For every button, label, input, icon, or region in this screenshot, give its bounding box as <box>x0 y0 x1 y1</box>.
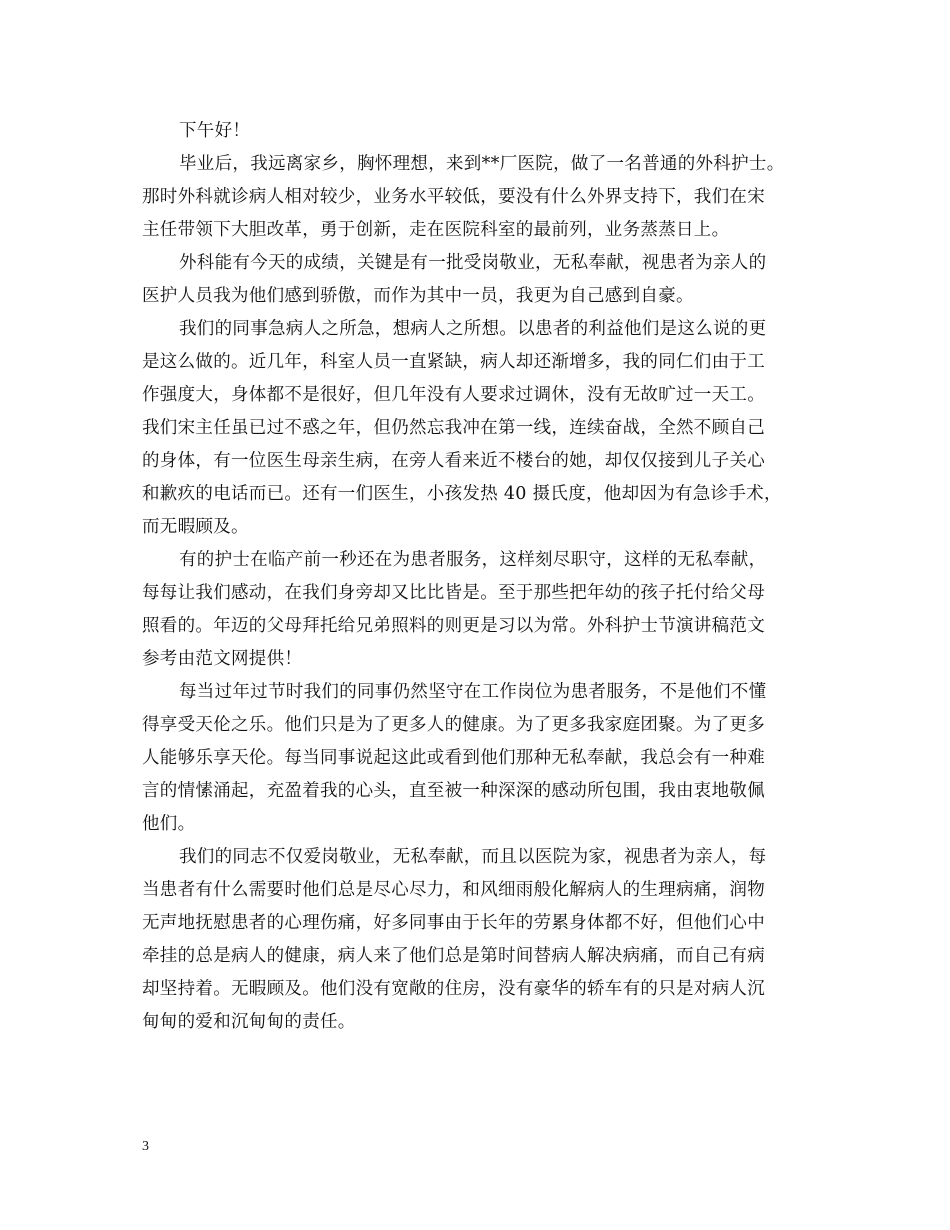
text-line: 医护人员我为他们感到骄傲，而作为其中一员，我更为自己感到自豪。 <box>142 286 694 306</box>
page-number: 3 <box>142 1139 149 1154</box>
text-line: 却坚持着。无暇顾及。他们没有宽敞的住房，没有豪华的轿车有的只是对病人沉 <box>142 979 765 999</box>
text-line: 他们。 <box>142 814 196 834</box>
text-line: 每每让我们感动，在我们身旁却又比比皆是。至于那些把年幼的孩子托付给父母 <box>142 583 765 603</box>
text-line: 言的情愫涌起，充盈着我的心头，直至被一种深深的感动所包围，我由衷地敬佩 <box>142 781 765 801</box>
text-line: 而无暇顾及。 <box>142 517 249 537</box>
text-line: 和歉疚的电话而已。还有一们医生，小孩发热 40 摄氏度，他却因为有急诊手术， <box>142 484 782 504</box>
text-line: 外科能有今天的成绩，关键是有一批受岗敬业，无私奉献，视患者为亲人的 <box>179 253 767 273</box>
text-line: 当患者有什么需要时他们总是尽心尽力，和风细雨般化解病人的生理病痛，润物 <box>142 880 765 900</box>
text-line: 那时外科就诊病人相对较少，业务水平较低，要没有什么外界支持下，我们在宋 <box>142 187 765 207</box>
text-line: 下午好！ <box>179 121 251 141</box>
text-line: 的身体，有一位医生母亲生病，在旁人看来近不楼台的她，却仅仅接到儿子关心 <box>142 451 765 471</box>
text-line: 牵挂的总是病人的健康，病人来了他们总是第时间替病人解决病痛，而自己有病 <box>142 946 765 966</box>
text-line: 无声地抚慰患者的心理伤痛，好多同事由于长年的劳累身体都不好，但他们心中 <box>142 913 765 933</box>
text-line: 我们宋主任虽已过不惑之年，但仍然忘我冲在第一线，连续奋战，全然不顾自己 <box>142 418 765 438</box>
text-line: 毕业后，我远离家乡，胸怀理想，来到**厂医院，做了一名普通的外科护士。 <box>179 154 785 174</box>
text-line: 主任带领下大胆改革，勇于创新，走在医院科室的最前列，业务蒸蒸日上。 <box>142 220 730 240</box>
text-line: 每当过年过节时我们的同事仍然坚守在工作岗位为患者服务，不是他们不懂 <box>179 682 767 702</box>
text-line: 我们的同事急病人之所急，想病人之所想。以患者的利益他们是这么说的更 <box>179 319 767 339</box>
text-line: 人能够乐享天伦。每当同事说起这此或看到他们那种无私奉献，我总会有一种难 <box>142 748 765 768</box>
text-line: 照看的。年迈的父母拜托给兄弟照料的则更是习以为常。外科护士节演讲稿范文 <box>142 616 765 636</box>
text-line: 得享受天伦之乐。他们只是为了更多人的健康。为了更多我家庭团聚。为了更多 <box>142 715 765 735</box>
text-line: 是这么做的。近几年，科室人员一直紧缺，病人却还渐增多，我的同仁们由于工 <box>142 352 765 372</box>
text-line: 有的护士在临产前一秒还在为患者服务，这样刻尽职守，这样的无私奉献， <box>179 550 767 570</box>
text-line: 作强度大，身体都不是很好，但几年没有人要求过调休，没有无故旷过一天工。 <box>142 385 765 405</box>
text-line: 参考由范文网提供！ <box>142 649 303 669</box>
text-line: 我们的同志不仅爱岗敬业，无私奉献，而且以医院为家，视患者为亲人，每 <box>179 847 767 867</box>
text-line: 甸甸的爱和沉甸甸的责任。 <box>142 1012 356 1032</box>
